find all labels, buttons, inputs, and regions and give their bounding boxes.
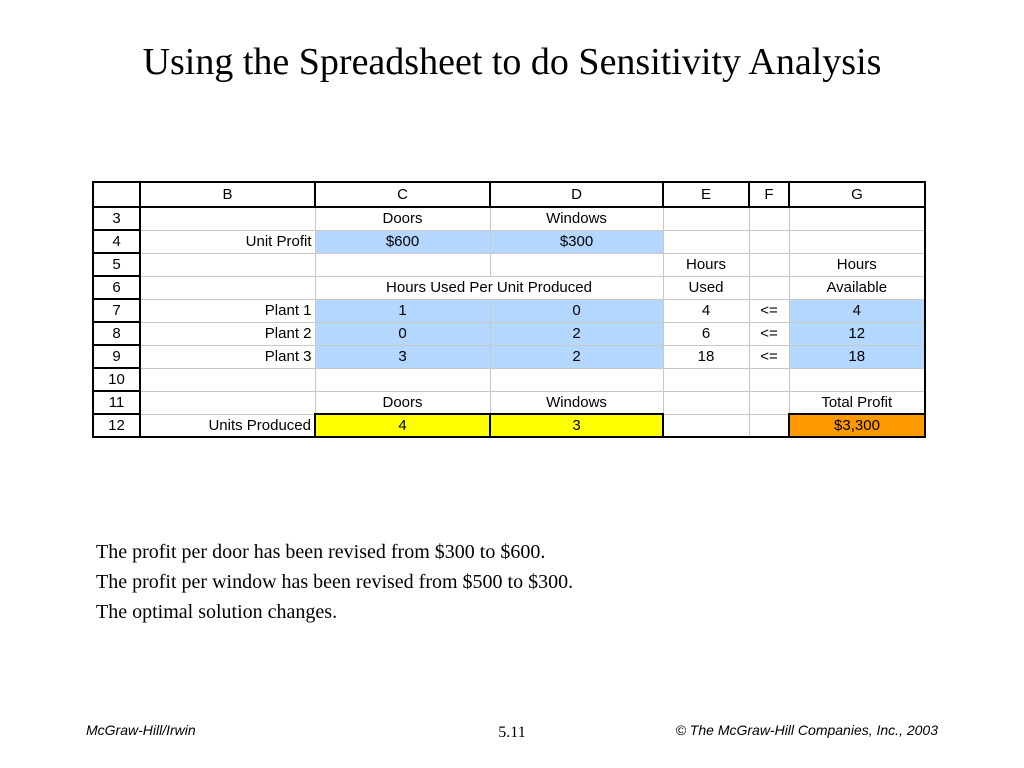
- spreadsheet: [92, 181, 926, 438]
- row-number[interactable]: 6: [93, 276, 140, 299]
- cell-c9[interactable]: 3: [315, 345, 490, 368]
- footer-copyright: © The McGraw-Hill Companies, Inc., 2003: [675, 722, 938, 738]
- cell-g7[interactable]: 4: [789, 299, 925, 322]
- cell-f5[interactable]: [749, 253, 789, 276]
- row-number[interactable]: 12: [93, 414, 140, 437]
- cell-f7[interactable]: <=: [749, 299, 789, 322]
- row-number[interactable]: 8: [93, 322, 140, 345]
- cell-d4[interactable]: $300: [490, 230, 663, 253]
- cell-b8[interactable]: Plant 2: [140, 322, 315, 345]
- cell-e7[interactable]: 4: [663, 299, 749, 322]
- cell-e10[interactable]: [663, 368, 749, 391]
- row-number[interactable]: 3: [93, 207, 140, 230]
- cell-f11[interactable]: [749, 391, 789, 414]
- cell-c3[interactable]: Doors: [315, 207, 490, 230]
- cell-e9[interactable]: 18: [663, 345, 749, 368]
- cell-c8[interactable]: 0: [315, 322, 490, 345]
- cell-b9[interactable]: Plant 3: [140, 345, 315, 368]
- cell-g6[interactable]: Available: [789, 276, 925, 299]
- row-number[interactable]: 10: [93, 368, 140, 391]
- cell-f6[interactable]: [749, 276, 789, 299]
- cell-c12[interactable]: 4: [315, 414, 490, 437]
- cell-f4[interactable]: [749, 230, 789, 253]
- cell-d11[interactable]: Windows: [490, 391, 663, 414]
- table-row: [93, 207, 925, 230]
- cell-d5[interactable]: [490, 253, 663, 276]
- cell-f3[interactable]: [749, 207, 789, 230]
- cell-b12[interactable]: Units Produced: [140, 414, 315, 437]
- table-row: [93, 414, 925, 437]
- corner-cell[interactable]: [93, 182, 140, 207]
- cell-g12[interactable]: $3,300: [789, 414, 925, 437]
- column-header-g[interactable]: G: [789, 182, 925, 207]
- cell-d9[interactable]: 2: [490, 345, 663, 368]
- cell-e11[interactable]: [663, 391, 749, 414]
- cell-g5[interactable]: Hours: [789, 253, 925, 276]
- cell-d7[interactable]: 0: [490, 299, 663, 322]
- cell-b7[interactable]: Plant 1: [140, 299, 315, 322]
- cell-e4[interactable]: [663, 230, 749, 253]
- cell-b4[interactable]: Unit Profit: [140, 230, 315, 253]
- cell-b3[interactable]: [140, 207, 315, 230]
- column-header-f[interactable]: F: [749, 182, 789, 207]
- table-row: [93, 322, 925, 345]
- cell-c7[interactable]: 1: [315, 299, 490, 322]
- cell-e8[interactable]: 6: [663, 322, 749, 345]
- cell-c5[interactable]: [315, 253, 490, 276]
- cell-g4[interactable]: [789, 230, 925, 253]
- cell-c10[interactable]: [315, 368, 490, 391]
- cell-g8[interactable]: 12: [789, 322, 925, 345]
- row-number[interactable]: 5: [93, 253, 140, 276]
- table-row: [93, 345, 925, 368]
- cell-d12[interactable]: 3: [490, 414, 663, 437]
- cell-e6[interactable]: Used: [663, 276, 749, 299]
- cell-f8[interactable]: <=: [749, 322, 789, 345]
- cell-b11[interactable]: [140, 391, 315, 414]
- row-number[interactable]: 4: [93, 230, 140, 253]
- cell-e3[interactable]: [663, 207, 749, 230]
- cell-d10[interactable]: [490, 368, 663, 391]
- table-row: [93, 253, 925, 276]
- cell-f10[interactable]: [749, 368, 789, 391]
- cell-b6[interactable]: [140, 276, 315, 299]
- column-header-c[interactable]: C: [315, 182, 490, 207]
- cell-c6-d6[interactable]: Hours Used Per Unit Produced: [315, 276, 663, 299]
- cell-g3[interactable]: [789, 207, 925, 230]
- table-row: [93, 299, 925, 322]
- row-number[interactable]: 11: [93, 391, 140, 414]
- column-header-row: [93, 182, 925, 207]
- cell-c11[interactable]: Doors: [315, 391, 490, 414]
- cell-g9[interactable]: 18: [789, 345, 925, 368]
- cell-e5[interactable]: Hours: [663, 253, 749, 276]
- table-row: [93, 276, 925, 299]
- row-number[interactable]: 7: [93, 299, 140, 322]
- table-row: [93, 391, 925, 414]
- note-line: The profit per window has been revised from $500 to $300.: [96, 571, 574, 593]
- slide-number: 5.11: [498, 724, 526, 741]
- cell-g11[interactable]: Total Profit: [789, 391, 925, 414]
- footer-publisher: McGraw-Hill/Irwin: [86, 722, 196, 738]
- row-number[interactable]: 9: [93, 345, 140, 368]
- cell-g10[interactable]: [789, 368, 925, 391]
- table-row: [93, 368, 925, 391]
- note-line: The profit per door has been revised from $300 to $600.: [96, 541, 546, 563]
- cell-d3[interactable]: Windows: [490, 207, 663, 230]
- table-row: [93, 230, 925, 253]
- column-header-e[interactable]: E: [663, 182, 749, 207]
- notes: [96, 537, 573, 627]
- cell-e12[interactable]: [663, 414, 749, 437]
- column-header-b[interactable]: B: [140, 182, 315, 207]
- cell-c4[interactable]: $600: [315, 230, 490, 253]
- cell-b5[interactable]: [140, 253, 315, 276]
- note-line: The optimal solution changes.: [96, 601, 338, 623]
- cell-f12[interactable]: [749, 414, 789, 437]
- column-header-d[interactable]: D: [490, 182, 663, 207]
- cell-d8[interactable]: 2: [490, 322, 663, 345]
- cell-f9[interactable]: <=: [749, 345, 789, 368]
- cell-b10[interactable]: [140, 368, 315, 391]
- slide-title: Using the Spreadsheet to do Sensitivity Analysis: [142, 41, 882, 83]
